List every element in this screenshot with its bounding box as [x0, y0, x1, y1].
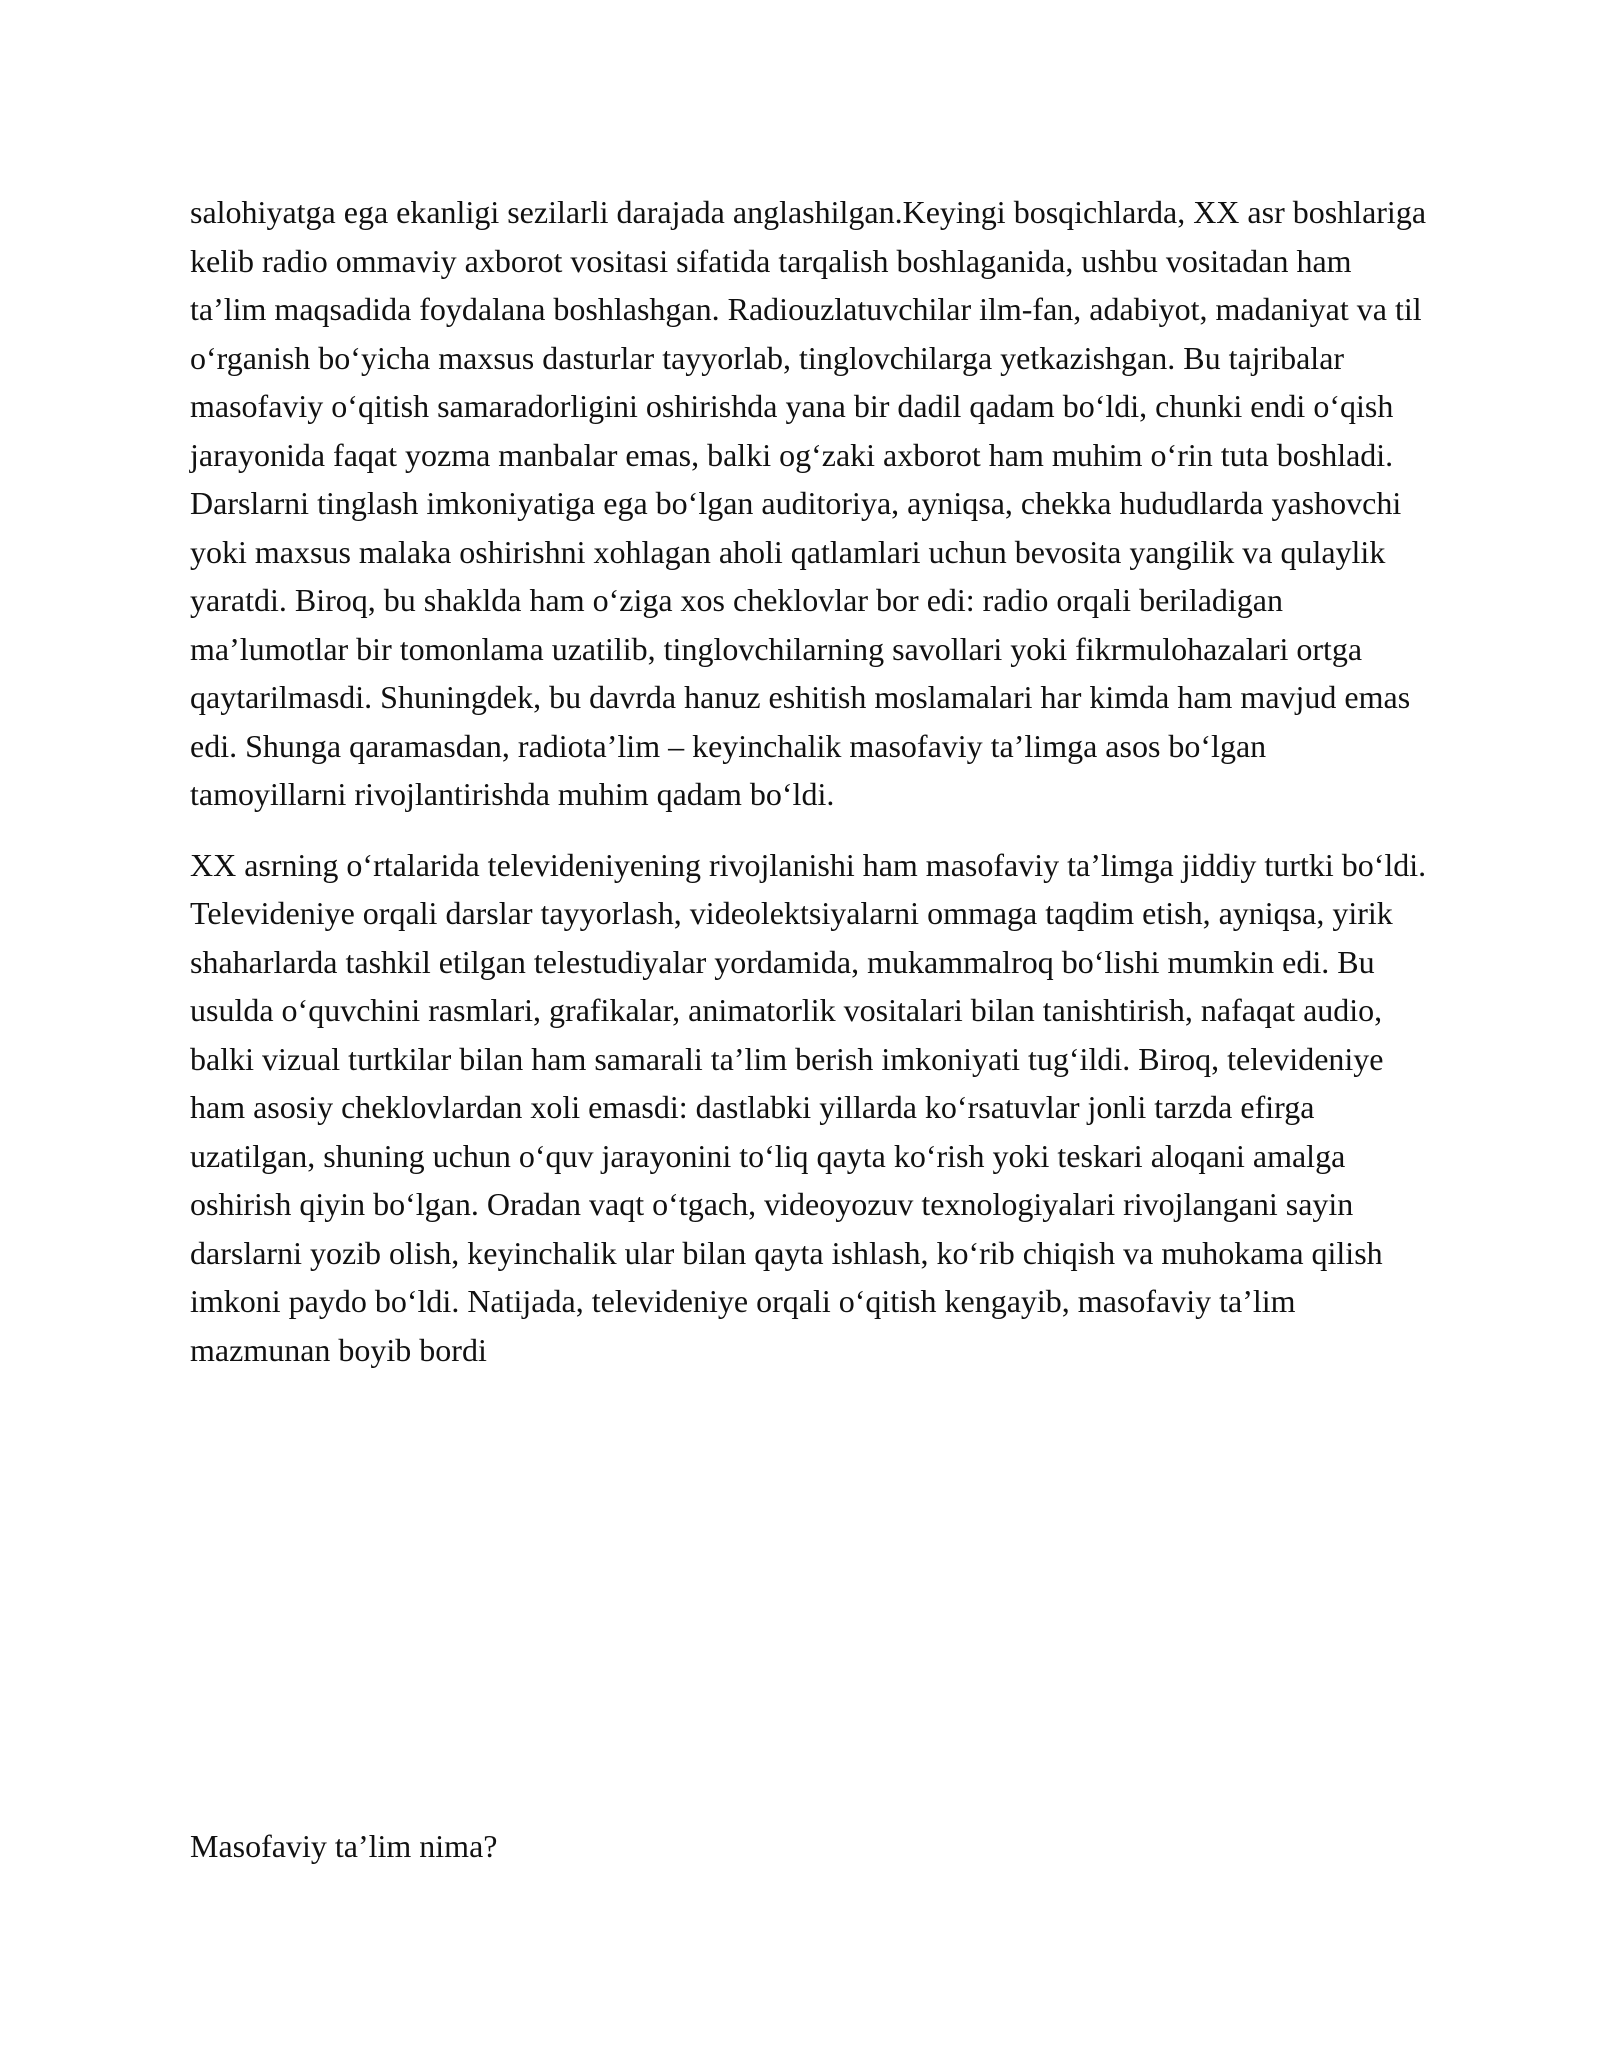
paragraph-radio-education: salohiyatga ega ekanligi sezilarli darajada anglashilgan.Keyingi bosqichlarda, XX asr boshlariga kelib radio ommaviy axborot vositasi sifatida tarqalish boshlaganida, ushbu vositadan ham ta’lim maqsadida foydalana boshlashgan. Radiouzlatuvchilar ilm-fan, adabiyot, madaniyat va til o‘rganish bo‘yicha maxsus dasturlar tayyorlab, tinglovchilarga yetkazishgan. Bu tajribalar masofaviy o‘qitish samaradorligini oshirishda yana bir dadil qadam bo‘ldi, chunki endi o‘qish jarayonida faqat yozma manbalar emas, balki og‘zaki axborot ham muhim o‘rin tuta boshladi. Darslarni tinglash imkoniyatiga ega bo‘lgan auditoriya, ayniqsa, chekka hududlarda yashovchi yoki maxsus malaka oshirishni xohlagan aholi qatlamlari uchun bevosita yangilik va qulaylik yaratdi. Biroq, bu shaklda ham o‘ziga xos cheklovlar bor edi: radio orqali beriladigan ma’lumotlar bir tomonlama uzatilib, tinglovchilarning savollari yoki fikrmulohazalari ortga qaytarilmasdi. Shuningdek, bu davrda hanuz eshitish moslamalari har kimda ham mavjud emas edi. Shunga qaramasdan, radiota’lim – keyinchalik masofaviy ta’limga asos bo‘lgan tamoyillarni rivojlantirishda muhim qadam bo‘ldi. [190, 194, 1427, 812]
section-heading: Masofaviy ta’lim nima? [190, 1828, 498, 1864]
paragraph-television-education: XX asrning o‘rtalarida televideniyening rivojlanishi ham masofaviy ta’limga jiddiy turtki bo‘ldi. Televideniye orqali darslar tayyorlash, videolektsiyalarni ommaga taqdim etish, ayniqsa, yirik shaharlarda tashkil etilgan telestudiyalar yordamida, mukammalroq bo‘lishi mumkin edi. Bu usulda o‘quvchini rasmlari, grafikalar, animatorlik vositalari bilan tanishtirish, nafaqat audio, balki vizual turtkilar bilan ham samarali ta’lim berish imkoniyati tug‘ildi. Biroq, televideniye ham asosiy cheklovlardan xoli emasdi: dastlabki yillarda ko‘rsatuvlar jonli tarzda efirga uzatilgan, shuning uchun o‘quv jarayonini to‘liq qayta ko‘rish yoki teskari aloqani amalga oshirish qiyin bo‘lgan. Oradan vaqt o‘tgach, videoyozuv texnologiyalari rivojlangani sayin darslarni yozib olish, keyinchalik ular bilan qayta ishlash, ko‘rib chiqish va muhokama qilish imkoni paydo bo‘ldi. Natijada, televideniye orqali o‘qitish kengayib, masofaviy ta’lim mazmunan boyib bordi [190, 846, 1427, 1368]
document-body [190, 188, 1430, 1396]
